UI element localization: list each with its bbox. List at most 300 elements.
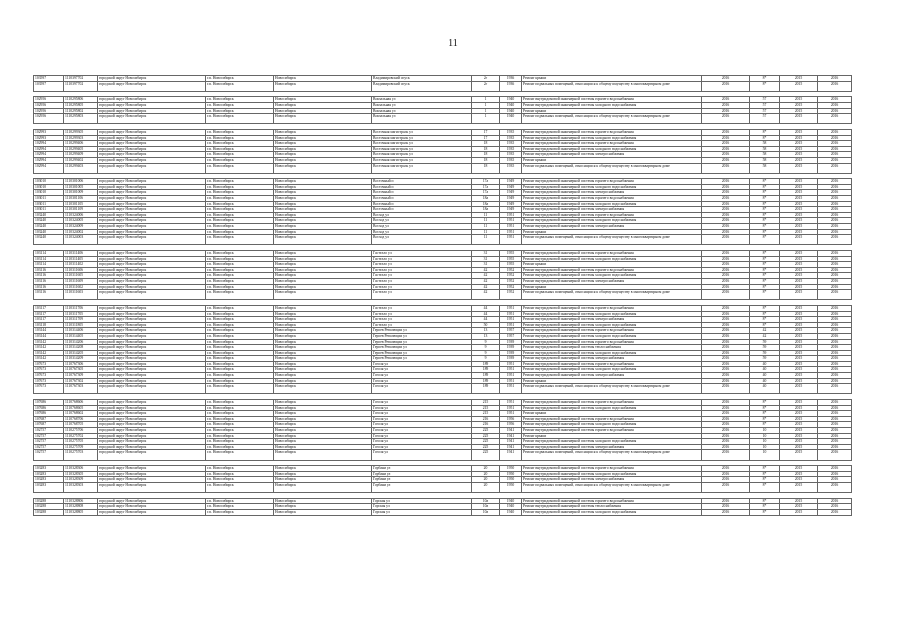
row-work-type-cell: Ремонт внутридомовой инженерной системы электроснабжения <box>522 207 702 213</box>
row-street-cell: Горская ул <box>372 509 472 515</box>
row-mark-cell: 8* <box>750 273 780 279</box>
row-year-start-cell: 2015 <box>780 97 818 103</box>
row-street-cell: Гоголя ул <box>372 444 472 450</box>
row-year-start-cell: 2015 <box>780 229 818 235</box>
row-plan-year-cell: 2016 <box>702 229 750 235</box>
row-municipality-cell: городской округ Новосибирск <box>98 196 206 202</box>
row-house-cell: 11 <box>472 212 500 218</box>
row-year-end-cell: 2016 <box>818 328 852 334</box>
row-year-start-cell: 2015 <box>780 509 818 515</box>
row-code-cell: 1110311605 <box>64 273 98 279</box>
row-house-cell: 1 <box>472 108 500 114</box>
row-year-start-cell: 2015 <box>780 317 818 323</box>
row-house-cell: 2г <box>472 76 500 82</box>
row-year-end-cell: 2016 <box>818 212 852 218</box>
row-plan-year-cell: 2016 <box>702 278 750 284</box>
row-code-cell: 1110328305 <box>64 471 98 477</box>
row-street-cell: Вокзальная ул <box>372 97 472 103</box>
row-plan-year-cell: 2016 <box>702 256 750 262</box>
row-mark-cell: 57 <box>750 97 780 103</box>
row-code-cell: 1110324009 <box>64 224 98 230</box>
row-id-cell: 103011 <box>34 201 64 207</box>
row-municipality-cell: городской округ Новосибирск <box>98 278 206 284</box>
row-built-year-cell: 1935 <box>500 163 522 173</box>
row-work-type-cell: Ремонт внутридомовой инженерной системы холодного водоснабжения <box>522 439 702 445</box>
row-built-year-cell: 1955 <box>500 251 522 257</box>
row-mark-cell: 8* <box>750 284 780 290</box>
row-house-cell: 9 <box>472 339 500 345</box>
row-house-cell: 10а <box>472 509 500 515</box>
row-year-end-cell: 2016 <box>818 102 852 108</box>
row-work-type-cell: Ремонт внутридомовой инженерной системы горячего водоснабжения <box>522 141 702 147</box>
row-year-end-cell: 2016 <box>818 218 852 224</box>
row-id-cell: 103114 <box>34 251 64 257</box>
row-built-year-cell: 1952 <box>500 267 522 273</box>
row-municipality-cell: городской округ Новосибирск <box>98 273 206 279</box>
row-city-cell: Новосибирск <box>274 498 372 504</box>
row-year-start-cell: 2015 <box>780 201 818 207</box>
row-plan-year-cell: 2016 <box>702 317 750 323</box>
row-year-end-cell: 2016 <box>818 256 852 262</box>
row-street-cell: Восточная магистраль ул <box>372 157 472 163</box>
row-street-cell: Героев Революции ул <box>372 356 472 362</box>
row-work-type-cell: Ремонт внутридомовой инженерной системы горячего водоснабжения <box>522 466 702 472</box>
row-settlement-cell: г.п. Новосибирск <box>206 477 274 483</box>
row-settlement-cell: г.п. Новосибирск <box>206 317 274 323</box>
row-code-cell: 1110768706 <box>64 416 98 422</box>
row-mark-cell: 8* <box>750 317 780 323</box>
row-code-cell: 1110295803 <box>64 114 98 124</box>
row-id-cell: 107686 <box>34 405 64 411</box>
row-id-cell: 102956 <box>34 97 64 103</box>
row-settlement-cell: г.п. Новосибирск <box>206 235 274 245</box>
row-municipality-cell: городской округ Новосибирск <box>98 218 206 224</box>
row-plan-year-cell: 2016 <box>702 76 750 82</box>
row-plan-year-cell: 2016 <box>702 361 750 367</box>
row-street-cell: Восточный п <box>372 184 472 190</box>
row-year-start-cell: 2015 <box>780 108 818 114</box>
row-code-cell: 1110299405 <box>64 146 98 152</box>
row-street-cell: Гастелло ул <box>372 305 472 311</box>
row-house-cell: 215 <box>472 405 500 411</box>
row-municipality-cell: городской округ Новосибирск <box>98 152 206 158</box>
row-street-cell: Гоголя ул <box>372 400 472 406</box>
row-plan-year-cell: 2016 <box>702 135 750 141</box>
row-code-cell: 1110767306 <box>64 361 98 367</box>
row-year-start-cell: 2015 <box>780 328 818 334</box>
row-settlement-cell: г.п. Новосибирск <box>206 229 274 235</box>
row-mark-cell: 57 <box>750 108 780 114</box>
row-built-year-cell: 1950 <box>500 477 522 483</box>
row-street-cell: Гоголя ул <box>372 405 472 411</box>
row-code-cell: 1110301006 <box>64 179 98 185</box>
row-year-start-cell: 2015 <box>780 373 818 379</box>
row-year-start-cell: 2015 <box>780 322 818 328</box>
row-year-end-cell: 2016 <box>818 311 852 317</box>
row-house-cell: 1 <box>472 102 500 108</box>
row-work-type-cell: Ремонт внутридомовой инженерной системы горячего водоснабжения <box>522 97 702 103</box>
row-year-end-cell: 2016 <box>818 163 852 173</box>
row-municipality-cell: городской округ Новосибирск <box>98 141 206 147</box>
row-built-year-cell: 1935 <box>500 152 522 158</box>
row-settlement-cell: г.п. Новосибирск <box>206 108 274 114</box>
row-settlement-cell: г.п. Новосибирск <box>206 422 274 428</box>
row-city-cell: Новосибирск <box>274 373 372 379</box>
row-street-cell: Гоголя ул <box>372 373 472 379</box>
row-year-end-cell: 2016 <box>818 108 852 114</box>
row-code-cell: 1110767302 <box>64 378 98 384</box>
row-house-cell: 225 <box>472 444 500 450</box>
row-street-cell: Гоголя ул <box>372 428 472 434</box>
row-mark-cell: 59 <box>750 356 780 362</box>
row-municipality-cell: городской округ Новосибирск <box>98 328 206 334</box>
row-plan-year-cell: 2016 <box>702 207 750 213</box>
row-settlement-cell: г.п. Новосибирск <box>206 135 274 141</box>
row-year-end-cell: 2016 <box>818 129 852 135</box>
row-year-start-cell: 2015 <box>780 190 818 196</box>
row-code-cell: 1110301109 <box>64 207 98 213</box>
row-plan-year-cell: 2016 <box>702 224 750 230</box>
row-settlement-cell: г.п. Новосибирск <box>206 251 274 257</box>
row-house-cell: 11 <box>472 235 500 245</box>
row-house-cell: 13 <box>472 328 500 334</box>
row-built-year-cell: 1949 <box>500 190 522 196</box>
row-mark-cell: 58 <box>750 152 780 158</box>
row-house-cell: 44 <box>472 305 500 311</box>
row-settlement-cell: г.п. Новосибирск <box>206 273 274 279</box>
row-year-end-cell: 2016 <box>818 345 852 351</box>
row-municipality-cell: городской округ Новосибирск <box>98 235 206 245</box>
row-built-year-cell: 1939 <box>500 350 522 356</box>
row-id-cell: 103240 <box>34 229 64 235</box>
row-id-cell: 102757 <box>34 439 64 445</box>
row-settlement-cell: г.п. Новосибирск <box>206 146 274 152</box>
table-row <box>34 290 852 300</box>
row-id-cell: 102994 <box>34 152 64 158</box>
row-built-year-cell: 1957 <box>500 328 522 334</box>
row-city-cell: Новосибирск <box>274 235 372 245</box>
row-city-cell: Новосибирск <box>274 251 372 257</box>
row-built-year-cell: 1949 <box>500 201 522 207</box>
row-work-type-cell: Ремонт внутридомовой инженерной системы холодного водоснабжения <box>522 273 702 279</box>
row-year-start-cell: 2015 <box>780 224 818 230</box>
row-mark-cell: 59 <box>750 339 780 345</box>
row-code-cell: 1110397702 <box>64 81 98 91</box>
row-house-cell: 215 <box>472 400 500 406</box>
row-mark-cell: 59 <box>750 345 780 351</box>
row-built-year-cell: 1936 <box>500 76 522 82</box>
row-work-type-cell: Ремонт подвальных помещений, относящихся к общему имуществу в многоквартирном доме <box>522 163 702 173</box>
row-code-cell: 1110328303 <box>64 482 98 492</box>
row-year-end-cell: 2016 <box>818 201 852 207</box>
row-street-cell: Героев Революции ул <box>372 339 472 345</box>
row-work-type-cell: Ремонт крыши <box>522 433 702 439</box>
row-mark-cell: 8* <box>750 184 780 190</box>
row-year-start-cell: 2015 <box>780 114 818 124</box>
row-built-year-cell: 1939 <box>500 356 522 362</box>
row-house-cell: 225 <box>472 433 500 439</box>
row-year-start-cell: 2015 <box>780 350 818 356</box>
row-year-end-cell: 2016 <box>818 373 852 379</box>
row-house-cell: 18а <box>472 196 500 202</box>
row-street-cell: Гоголя ул <box>372 411 472 417</box>
row-built-year-cell: 1951 <box>500 305 522 311</box>
row-year-start-cell: 2015 <box>780 482 818 492</box>
row-code-cell: 1110299403 <box>64 163 98 173</box>
row-settlement-cell: г.п. Новосибирск <box>206 102 274 108</box>
row-plan-year-cell: 2016 <box>702 146 750 152</box>
row-id-cell: 103142 <box>34 339 64 345</box>
row-city-cell: Новосибирск <box>274 384 372 394</box>
row-municipality-cell: городской округ Новосибирск <box>98 267 206 273</box>
row-plan-year-cell: 2016 <box>702 498 750 504</box>
row-house-cell: 17 <box>472 129 500 135</box>
row-city-cell: Новосибирск <box>274 157 372 163</box>
row-year-start-cell: 2015 <box>780 339 818 345</box>
row-year-start-cell: 2015 <box>780 422 818 428</box>
row-plan-year-cell: 2016 <box>702 477 750 483</box>
row-work-type-cell: Ремонт подвальных помещений, относящихся к общему имуществу в многоквартирном доме <box>522 235 702 245</box>
row-house-cell: 9 <box>472 350 500 356</box>
row-year-start-cell: 2015 <box>780 498 818 504</box>
row-work-type-cell: Ремонт внутридомовой инженерной системы холодного водоснабжения <box>522 102 702 108</box>
row-mark-cell: 8* <box>750 235 780 245</box>
row-municipality-cell: городской округ Новосибирск <box>98 373 206 379</box>
row-code-cell: 1110275702 <box>64 433 98 439</box>
row-settlement-cell: г.п. Новосибирск <box>206 416 274 422</box>
row-city-cell: Новосибирск <box>274 482 372 492</box>
row-house-cell: 11 <box>472 218 500 224</box>
row-settlement-cell: г.п. Новосибирск <box>206 212 274 218</box>
row-id-cell: 103117 <box>34 317 64 323</box>
row-settlement-cell: г.п. Новосибирск <box>206 207 274 213</box>
row-mark-cell: 8* <box>750 212 780 218</box>
row-work-type-cell: Ремонт внутридомовой инженерной системы горячего водоснабжения <box>522 212 702 218</box>
row-year-start-cell: 2015 <box>780 179 818 185</box>
row-city-cell: Новосибирск <box>274 284 372 290</box>
row-mark-cell: 8* <box>750 411 780 417</box>
row-built-year-cell: 1956 <box>500 416 522 422</box>
row-work-type-cell: Ремонт внутридомовой инженерной системы холодного водоснабжения <box>522 367 702 373</box>
row-id-cell: 107686 <box>34 411 64 417</box>
row-settlement-cell: г.п. Новосибирск <box>206 444 274 450</box>
row-built-year-cell: 1940 <box>500 114 522 124</box>
row-id-cell: 103116 <box>34 273 64 279</box>
row-id-cell: 107673 <box>34 384 64 394</box>
row-id-cell: 103116 <box>34 284 64 290</box>
row-street-cell: Героев Революции ул <box>372 328 472 334</box>
table-row <box>34 450 852 460</box>
row-year-end-cell: 2016 <box>818 305 852 311</box>
row-year-end-cell: 2016 <box>818 267 852 273</box>
row-work-type-cell: Ремонт внутридомовой инженерной системы электроснабжения <box>522 477 702 483</box>
row-id-cell: 107673 <box>34 361 64 367</box>
row-year-end-cell: 2016 <box>818 141 852 147</box>
row-built-year-cell: 1940 <box>500 498 522 504</box>
row-mark-cell: 40 <box>750 367 780 373</box>
row-plan-year-cell: 2016 <box>702 466 750 472</box>
row-street-cell: Восточный п <box>372 190 472 196</box>
row-plan-year-cell: 2016 <box>702 97 750 103</box>
row-house-cell: 225 <box>472 439 500 445</box>
row-code-cell: 1110299303 <box>64 135 98 141</box>
row-code-cell: 1110314406 <box>64 328 98 334</box>
row-city-cell: Новосибирск <box>274 212 372 218</box>
row-street-cell: Восточный п <box>372 179 472 185</box>
row-code-cell: 1110767303 <box>64 384 98 394</box>
row-year-start-cell: 2015 <box>780 218 818 224</box>
row-mark-cell: 40 <box>750 378 780 384</box>
row-house-cell: 18 <box>472 141 500 147</box>
row-house-cell: 20 <box>472 466 500 472</box>
row-plan-year-cell: 2016 <box>702 411 750 417</box>
row-year-start-cell: 2015 <box>780 76 818 82</box>
row-settlement-cell: г.п. Новосибирск <box>206 428 274 434</box>
row-municipality-cell: городской округ Новосибирск <box>98 290 206 300</box>
row-plan-year-cell: 2016 <box>702 163 750 173</box>
row-city-cell: Новосибирск <box>274 504 372 510</box>
row-municipality-cell: городской округ Новосибирск <box>98 322 206 328</box>
row-id-cell: 103117 <box>34 311 64 317</box>
row-work-type-cell: Ремонт внутридомовой инженерной системы теплоснабжения <box>522 345 702 351</box>
row-settlement-cell: г.п. Новосибирск <box>206 405 274 411</box>
row-house-cell: 18 <box>472 152 500 158</box>
row-mark-cell: 8* <box>750 262 780 268</box>
row-work-type-cell: Ремонт крыши <box>522 378 702 384</box>
row-settlement-cell: г.п. Новосибирск <box>206 367 274 373</box>
row-built-year-cell: 1939 <box>500 345 522 351</box>
row-municipality-cell: городской округ Новосибирск <box>98 102 206 108</box>
row-settlement-cell: г.п. Новосибирск <box>206 179 274 185</box>
row-street-cell: Гоголя ул <box>372 378 472 384</box>
row-code-cell: 1110311709 <box>64 317 98 323</box>
row-year-end-cell: 2016 <box>818 284 852 290</box>
row-plan-year-cell: 2016 <box>702 311 750 317</box>
row-work-type-cell: Ремонт внутридомовой инженерной системы электроснабжения <box>522 278 702 284</box>
row-year-start-cell: 2015 <box>780 157 818 163</box>
row-city-cell: Новосибирск <box>274 262 372 268</box>
row-year-start-cell: 2015 <box>780 212 818 218</box>
row-house-cell: 44 <box>472 311 500 317</box>
row-mark-cell: 8* <box>750 256 780 262</box>
row-plan-year-cell: 2016 <box>702 433 750 439</box>
row-plan-year-cell: 2016 <box>702 284 750 290</box>
row-code-cell: 1110314405 <box>64 333 98 339</box>
row-plan-year-cell: 2016 <box>702 444 750 450</box>
row-code-cell: 1110324005 <box>64 218 98 224</box>
row-house-cell: 20 <box>472 471 500 477</box>
row-work-type-cell: Ремонт внутридомовой инженерной системы электроснабжения <box>522 152 702 158</box>
row-street-cell: Восточная магистраль ул <box>372 163 472 173</box>
row-house-cell: 189 <box>472 367 500 373</box>
row-settlement-cell: г.п. Новосибирск <box>206 333 274 339</box>
row-house-cell: 189 <box>472 384 500 394</box>
row-plan-year-cell: 2016 <box>702 290 750 300</box>
row-municipality-cell: городской округ Новосибирск <box>98 350 206 356</box>
row-code-cell: 1110767305 <box>64 367 98 373</box>
row-municipality-cell: городской округ Новосибирск <box>98 76 206 82</box>
row-work-type-cell: Ремонт внутридомовой инженерной системы горячего водоснабжения <box>522 251 702 257</box>
row-plan-year-cell: 2016 <box>702 81 750 91</box>
row-plan-year-cell: 2016 <box>702 345 750 351</box>
row-year-end-cell: 2016 <box>818 184 852 190</box>
row-built-year-cell: 1951 <box>500 367 522 373</box>
row-house-cell: 44 <box>472 317 500 323</box>
row-year-start-cell: 2015 <box>780 477 818 483</box>
row-city-cell: Новосибирск <box>274 207 372 213</box>
row-settlement-cell: г.п. Новосибирск <box>206 157 274 163</box>
row-year-start-cell: 2015 <box>780 466 818 472</box>
row-settlement-cell: г.п. Новосибирск <box>206 450 274 460</box>
row-settlement-cell: г.п. Новосибирск <box>206 345 274 351</box>
row-street-cell: Владимировский спуск <box>372 81 472 91</box>
row-work-type-cell: Ремонт внутридомовой инженерной системы горячего водоснабжения <box>522 328 702 334</box>
row-built-year-cell: 1952 <box>500 278 522 284</box>
row-built-year-cell: 1935 <box>500 146 522 152</box>
row-code-cell: 1110328805 <box>64 509 98 515</box>
row-built-year-cell: 1941 <box>500 439 522 445</box>
row-id-cell: 107673 <box>34 367 64 373</box>
row-year-end-cell: 2016 <box>818 229 852 235</box>
row-city-cell: Новосибирск <box>274 444 372 450</box>
row-mark-cell: 8* <box>750 422 780 428</box>
row-work-type-cell: Ремонт крыши <box>522 157 702 163</box>
row-mark-cell: 8* <box>750 196 780 202</box>
row-city-cell: Новосибирск <box>274 229 372 235</box>
row-plan-year-cell: 2016 <box>702 235 750 245</box>
row-id-cell: 103283 <box>34 466 64 472</box>
row-municipality-cell: городской округ Новосибирск <box>98 411 206 417</box>
row-municipality-cell: городской округ Новосибирск <box>98 433 206 439</box>
row-house-cell: 20 <box>472 482 500 492</box>
row-code-cell: 1110768705 <box>64 422 98 428</box>
row-work-type-cell: Ремонт внутридомовой инженерной системы горячего водоснабжения <box>522 416 702 422</box>
row-code-cell: 1110328309 <box>64 477 98 483</box>
row-municipality-cell: городской округ Новосибирск <box>98 405 206 411</box>
row-plan-year-cell: 2016 <box>702 108 750 114</box>
row-municipality-cell: городской округ Новосибирск <box>98 367 206 373</box>
row-municipality-cell: городской округ Новосибирск <box>98 201 206 207</box>
row-code-cell: 1110314208 <box>64 345 98 351</box>
row-city-cell: Новосибирск <box>274 411 372 417</box>
row-house-cell: 42 <box>472 273 500 279</box>
row-plan-year-cell: 2016 <box>702 152 750 158</box>
row-mark-cell: 10 <box>750 433 780 439</box>
row-work-type-cell: Ремонт крыши <box>522 229 702 235</box>
row-id-cell: 103116 <box>34 267 64 273</box>
row-settlement-cell: г.п. Новосибирск <box>206 433 274 439</box>
repair-register-table <box>33 75 852 516</box>
row-settlement-cell: г.п. Новосибирск <box>206 196 274 202</box>
row-mark-cell: 40 <box>750 384 780 394</box>
row-street-cell: Гоголя ул <box>372 416 472 422</box>
row-year-start-cell: 2015 <box>780 251 818 257</box>
row-city-cell: Новосибирск <box>274 102 372 108</box>
row-plan-year-cell: 2016 <box>702 251 750 257</box>
row-id-cell: 102757 <box>34 433 64 439</box>
register-body <box>34 76 852 516</box>
row-work-type-cell: Ремонт внутридомовой инженерной системы холодного водоснабжения <box>522 509 702 515</box>
row-mark-cell: 8* <box>750 416 780 422</box>
row-settlement-cell: г.п. Новосибирск <box>206 466 274 472</box>
row-city-cell: Новосибирск <box>274 322 372 328</box>
row-settlement-cell: г.п. Новосибирск <box>206 224 274 230</box>
row-year-end-cell: 2016 <box>818 190 852 196</box>
row-street-cell: Восточный п <box>372 201 472 207</box>
row-street-cell: Восход ул <box>372 235 472 245</box>
row-settlement-cell: г.п. Новосибирск <box>206 504 274 510</box>
row-year-start-cell: 2015 <box>780 152 818 158</box>
